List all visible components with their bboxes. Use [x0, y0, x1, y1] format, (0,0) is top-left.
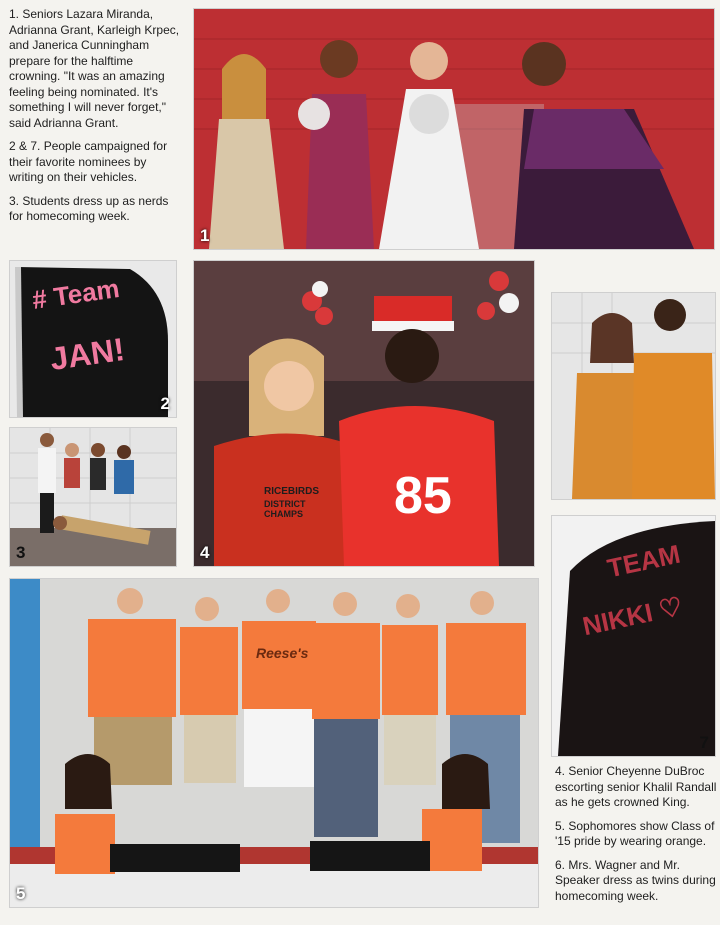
photo-number: 7 [699, 733, 709, 752]
caption-top [9, 7, 181, 233]
caption-4: 4. Senior Cheyenne DuBroc escorting senior Khalil Randall as he gets crowned King. [555, 764, 717, 809]
caption-3: 3. Students dress up as nerds for homecoming week. [9, 193, 169, 223]
shirt-text-line1: RICEBIRDS [264, 486, 320, 497]
window-writing-line1: # Team [30, 273, 122, 315]
photo-1-homecoming-nominees [193, 8, 715, 250]
shirt-logo: Reese's [256, 645, 309, 661]
window-writing-line2: JAN! [47, 330, 127, 378]
photo-3-illustration [10, 428, 176, 566]
photo-5-illustration [10, 579, 538, 907]
photo-number: 3 [16, 543, 26, 562]
photo-4-illustration [194, 261, 534, 566]
shirt-text-line2: DISTRICT CHAMPS [264, 499, 306, 519]
caption-bottom [555, 764, 717, 912]
photo-number: 1 [200, 226, 210, 245]
window-writing-line1: TEAM [604, 538, 683, 584]
photo-1-illustration [194, 9, 714, 249]
photo-7-car-window [551, 515, 716, 757]
photo-3-nerd-day [9, 427, 177, 567]
photo-2-car-window [9, 260, 177, 418]
photo-number: 2 [160, 394, 170, 413]
photo-6-twins [551, 292, 716, 500]
window-writing-line2: NIKKI ♡ [579, 590, 686, 642]
photo-number: 5 [16, 884, 26, 903]
photo-number: 4 [200, 543, 210, 562]
caption-6: 6. Mrs. Wagner and Mr. Speaker dress as twins during homecoming week. [555, 857, 716, 903]
photo-6-illustration [552, 293, 715, 499]
caption-5: 5. Sophomores show Class of '15 pride by wearing orange. [555, 818, 715, 848]
caption-2-7: 2 & 7. People campaigned for their favorite nominees by writing on their vehicles. [9, 139, 168, 184]
caption-1: 1. Seniors Lazara Miranda, Adrianna Grant, Karleigh Krpec, and Janerica Cunningham prepare for the halftime crowning. "It was an amazing feeling being nominated. It's something I will never forget," said Adrianna Grant. [9, 7, 180, 130]
photo-5-sophomores [9, 578, 539, 908]
jersey-number: 85 [394, 467, 452, 525]
photo-4-king-crowning [193, 260, 535, 567]
